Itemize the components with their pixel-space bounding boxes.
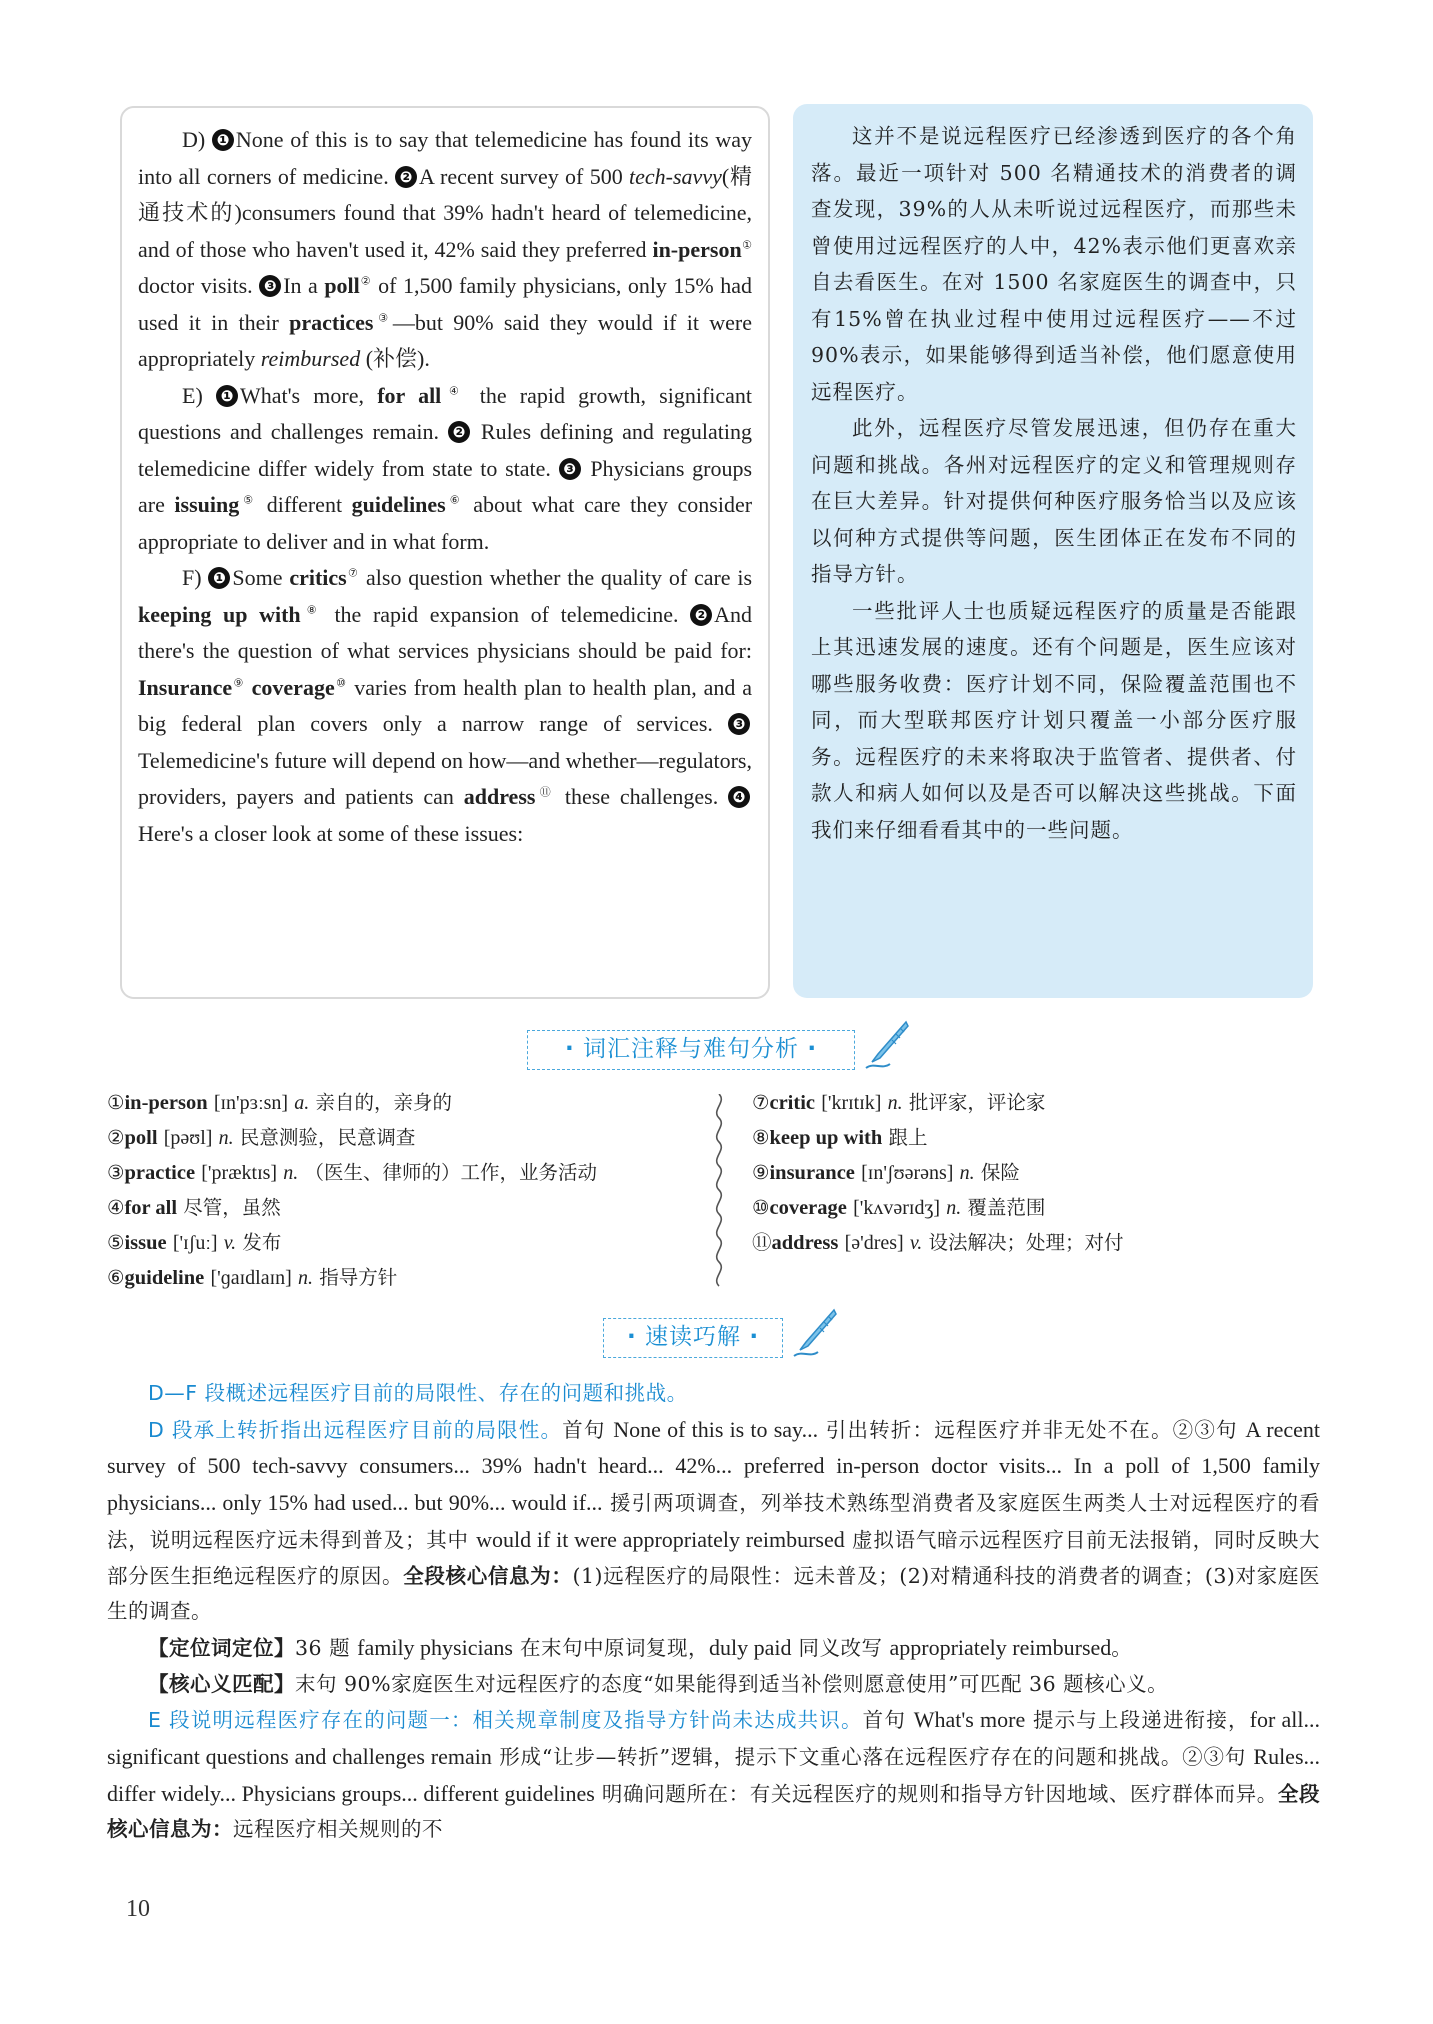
vocab-list-right xyxy=(752,1085,1124,1260)
pen-icon xyxy=(788,1306,840,1362)
vocab-item: ⑨insurance [ɪn'ʃʊərəns] n. 保险 xyxy=(752,1161,1020,1184)
analysis-paragraph-d: D 段承上转折指出远程医疗目前的局限性。首句 None of this is to say... 引出转折：远程医疗并非无处不在。②③句 A recent survey of 500 tech-savvy consumers... 39% hadn't heard... 42%... preferred in-person doctor visits... In a poll of 1,500 family physicians... only 15% had used... but 90%... would if... 援引两项调查，列举技术熟练型消费者及家庭医生两类人士对远程医疗的看法，说明远程医疗远未得到普及；其中 would if it were appropriately reimbursed 虚拟语气暗示远程医疗目前无法报销，同时反映大部分医生拒绝远程医疗的原因。全段核心信息为：(1)远程医疗的局限性：远未普及；(2)对精通科技的消费者的调查；(3)对家庭医生的调查。 xyxy=(107,1416,1321,1624)
vocab-item: ⑥guideline ['ɡaɪdlaɪn] n. 指导方针 xyxy=(107,1266,398,1289)
vocab-item: ④for all 尽管，虽然 xyxy=(107,1196,281,1219)
chinese-translation-box xyxy=(793,104,1313,998)
paragraph-f: F) ❶ Some critics⑦ also question whether the quality of care is keeping up with⑧ the rapid expansion of telemedicine. ❷ And there's the question of what services physicians should be paid for: Insurance⑨ coverage⑩ varies from health plan to health plan, and a big federal plan covers only a narrow range of services. ❸Telemedicine's future will depend on how—and whether—regulators, providers, payers and patients can address⑪ these challenges. ❹Here's a closer look at some of these issues: xyxy=(138,565,753,846)
sentence-marker-1: ❶ xyxy=(212,129,234,151)
reading-section-title: · 速读巧解 · xyxy=(603,1318,783,1358)
vocab-item: ③practice ['præktɪs] n. （医生、律师的）工作，业务活动 xyxy=(107,1161,598,1184)
sentence-marker-2: ❷ xyxy=(395,166,417,188)
wavy-divider xyxy=(709,1094,729,1294)
analysis-paragraph-e: E 段说明远程医疗存在的问题一：相关规章制度及指导方针尚未达成共识。首句 What's more 提示与上段递进衔接，for all... significant questions and challenges remain 形成“让步—转折”逻辑，提示下文重心落在远程医疗存在的问题和挑战。②③句 Rules... differ widely... Physicians groups... different guidelines 明确问题所在：有关远程医疗的规则和指导方针因地域、医疗群体而异。全段核心信息为：远程医疗相关规则的不 xyxy=(107,1707,1321,1842)
vocab-list-left xyxy=(107,1085,597,1295)
vocab-item: ⑦critic ['krɪtɪk] n. 批评家，评论家 xyxy=(752,1091,1046,1114)
sentence-marker-4: ❹ xyxy=(728,786,750,808)
translation-paragraph-2: 此外，远程医疗尽管发展迅速，但仍存在重大问题和挑战。各州对远程医疗的定义和管理规则存在巨大差异。针对提供何种医疗服务恰当以及应该以何种方式提供等问题，医生团体正在发布不同的指导方针。 xyxy=(811,416,1297,586)
vocab-item: ②poll [pəʊl] n. 民意测验，民意调查 xyxy=(107,1126,416,1149)
vocab-item: ①in-person [ɪn'pɜːsn] a. 亲自的，亲身的 xyxy=(107,1091,452,1114)
sentence-marker-3: ❸ xyxy=(259,275,281,297)
page-number: 10 xyxy=(126,1896,150,1922)
analysis-summary: D—F 段概述远程医疗目前的局限性、存在的问题和挑战。 xyxy=(148,1381,688,1405)
translation-paragraph-3: 一些批评人士也质疑远程医疗的质量是否能跟上其迅速发展的速度。还有个问题是，医生应该对哪些服务收费：医疗计划不同，保险覆盖范围也不同，而大型联邦医疗计划只覆盖一小部分医疗服务。远程医疗的未来将取决于监管者、提供者、付款人和病人如何以及是否可以解决这些挑战。下面我们来仔细看看其中的一些问题。 xyxy=(811,598,1297,842)
vocab-item: ⑧keep up with 跟上 xyxy=(752,1126,928,1149)
paragraph-d: D) ❶ None of this is to say that telemedicine has found its way into all corners of medicine. ❷ A recent survey of 500 tech-savvy(精通技术的)consumers found that 39% hadn't heard of telemedicine, and of those who haven't used it, 42% said they preferred in-person① doctor visits. ❸ In a poll② of 1,500 family physicians, only 15% had used it in their practices③—but 90% said they would if it were appropriately reimbursed (补偿). xyxy=(138,127,753,371)
vocab-section-title: · 词汇注释与难句分析 · xyxy=(527,1030,855,1070)
analysis-locator: 【定位词定位】36 题 family physicians 在末句中原词复现，duly paid 同义改写 appropriately reimbursed。 xyxy=(148,1634,1133,1660)
analysis-core-match: 【核心义匹配】末句 90%家庭医生对远程医疗的态度“如果能得到适当补偿则愿意使用”可匹配 36 题核心义。 xyxy=(148,1671,1169,1696)
vocab-item: ⑤issue ['ɪʃuː] v. 发布 xyxy=(107,1231,282,1254)
pen-icon xyxy=(860,1018,912,1074)
paragraph-e: E) ❶ What's more, for all④ the rapid growth, significant questions and challenges remain. ❷ Rules defining and regulating telemedicine differ widely from state to state. ❸ Physicians groups are issuing⑤ different guidelines⑥ about what care they consider appropriate to deliver and in what form. xyxy=(138,382,753,554)
vocab-item: ⑪address [ə'dres] v. 设法解决；处理；对付 xyxy=(752,1231,1124,1254)
vocab-item: ⑩coverage ['kʌvərɪdʒ] n. 覆盖范围 xyxy=(752,1196,1046,1219)
analysis-section xyxy=(107,1376,1320,1848)
translation-paragraph-1: 这并不是说远程医疗已经渗透到医疗的各个角落。最近一项针对 500 名精通技术的消费者的调查发现，39%的人从未听说过远程医疗，而那些未曾使用过远程医疗的人中，42%表示他们更喜欢亲自去看医生。在对 1500 名家庭医生的调查中，只有15%曾在执业过程中使用过远程医疗——不过 90%表示，如果能够得到适当补偿，他们愿意使用远程医疗。 xyxy=(811,124,1297,404)
english-passage-box xyxy=(120,106,770,999)
